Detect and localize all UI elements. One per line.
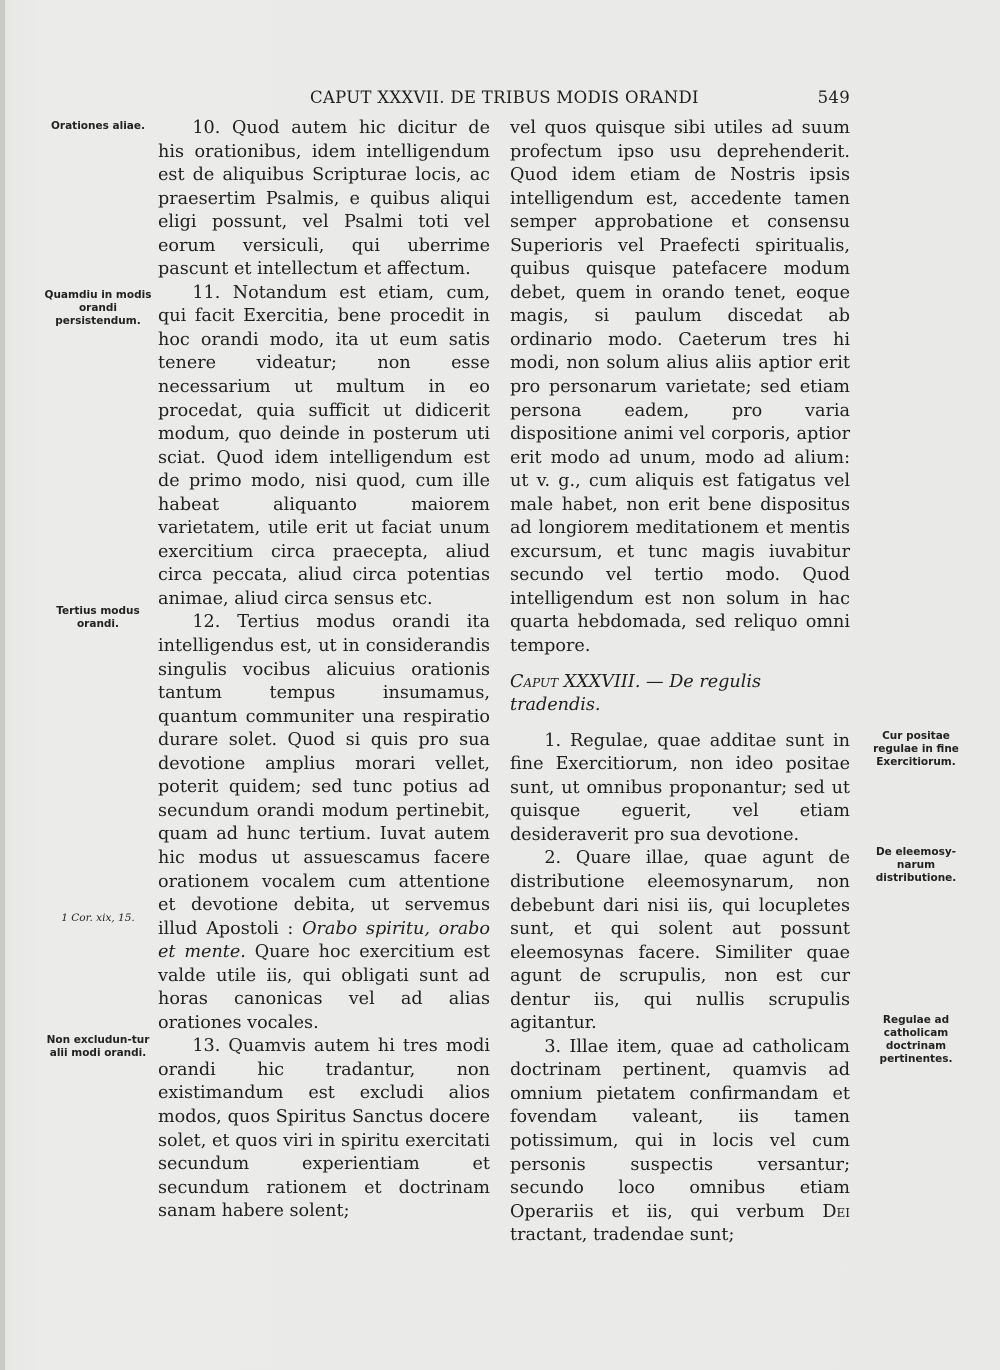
margin-note-non-excludi: Non excludun-tur alii modi orandi.	[46, 1034, 150, 1059]
rule-paragraph-2: 2. Quare illae, quae agunt de distributione eleemosynarum, non debebunt dari nisi iis, qui locupletes sunt, et qui solent aut possunt eleemosynas facere. Similiter quae agunt de scrupulis, non est cur dentur iis, qui nullis scrupulis agitantur.	[510, 848, 850, 1034]
margin-note-eleemosynarum: De eleemosy-narum distributione.	[875, 846, 957, 884]
paragraph-13: 13. Quamvis autem hi tres modi orandi hic tradantur, non existimandum est excludi alios modos, quos Spiritus Sanctus docere solet, et quos viri in spiritu exercitati secundum experientiam et secundum rationem et doctrinam sanam habere solent;	[158, 1036, 490, 1222]
paragraph-12	[158, 611, 490, 1035]
right-text-column	[510, 117, 850, 1248]
margin-note-orationes-aliae: Orationes aliae.	[50, 120, 145, 132]
running-header	[158, 88, 850, 112]
margin-note-catholicam: Regulae ad catholicam doctrinam pertinentes.	[879, 1014, 953, 1065]
left-text-column	[158, 117, 490, 1224]
paragraph-11: 11. Notandum est etiam, cum, qui facit Exercitia, bene procedit in hoc orandi modo, ita ut eum satis tenere videatur; non esse necessarium ut multum in eo procedat, quia sufficit ut didicerit modum, quo deinde in posterum uti sciat. Quod idem intelligendum est de primo modo, nisi quod, cum ille habeat aliquanto maiorem varietatem, utile erit ut faciat unum exercitium circa praecepta, aliud circa peccata, aliud circa potentias animae, aliud circa sensus etc.	[158, 282, 490, 609]
dei-word: Dei	[822, 1201, 850, 1222]
rule-paragraph-1: 1. Regulae, quae additae sunt in fine Exercitiorum, non ideo positae sunt, ut omnibus proponantur; sed ut quisque eguerit, vel etiam desideraverit pro sua devotione.	[510, 730, 850, 845]
margin-note-cur-positae: Cur positae regulae in fine Exercitiorum.	[873, 730, 959, 768]
paragraph-10: 10. Quod autem hic dicitur de his orationibus, idem intelligendum est de aliquibus Scripturae locis, ac praesertim Psalmis, e quibus aliqui eligi possunt, vel Psalmi toti vel eorum versiculi, qui uberrime pascunt et intellectum et affectum.	[158, 118, 490, 280]
heading-rest: XXXVIII. — De regulis tradendis.	[510, 671, 762, 716]
rule-paragraph-3	[510, 1036, 850, 1248]
page-number: 549	[817, 88, 850, 107]
cor-reference-text: 1 Cor. xix, 15.	[61, 912, 135, 924]
margin-note-tertius-modus: Tertius modus orandi.	[56, 605, 140, 630]
chapter-title: CAPUT XXXVII. DE TRIBUS MODIS ORANDI	[310, 88, 699, 107]
chapter-xxxviii-heading	[510, 671, 850, 718]
rule-paragraph-3-part-a: 3. Illae item, quae ad catholicam doctrinam pertinent, quamvis ad omnium pietatem confirmandam et fovendam valeant, iis tamen potissimum, qui in locis vel cum personis suspectis versantur; secundo loco omnibus etiam Operariis et iis, qui verbum	[510, 1036, 850, 1222]
rule-paragraph-3-part-b: tractant, tradendae sunt;	[510, 1225, 735, 1246]
paragraph-12-part-b: Quare hoc exercitium est valde utile iis, qui obligati sunt ad horas canonicas vel ad alias orationes vocales.	[158, 942, 491, 1033]
apostle-quote: Orabo spiritu, orabo et mente.	[158, 918, 490, 963]
continuation-paragraph: vel quos quisque sibi utiles ad suum profectum ipso usu deprehenderit. Quod idem etiam de Nostris ipsis intelligendum est, accedente tamen semper approbatione et consensu Superioris vel Praefecti spiritualis, quibus quisque patefacere modum debet, quem in orando tenet, eoque magis, si paulum discedat ab ordinario modo. Caeterum tres hi modi, non solum alius aliis aptior erit pro personarum varietate; sed etiam persona eadem, pro varia dispositione animi vel corporis, aptior erit modo ad unum, modo ad alium: ut v. g., cum aliquis est fatigatus vel male habet, non erit bene dispositus ad longiorem meditationem et mentis excursum, et tunc magis iuvabitur secundo vel tertio modo. Quod intelligendum est non solum in hac quarta hebdomada, sed reliquo omni tempore.	[510, 118, 850, 657]
paragraph-12-part-a: 12. Tertius modus orandi ita intelligendus est, ut in considerandis singulis vocibus alicuius orationis tantum tempus insumamus, quantum communiter una respiratio durare solet. Quod si quis pro sua devotione amplius morari vellet, poterit quidem; sed tunc potius ad secundum orandi modum pertinebit, quam ad hunc tertium. Iuvat autem hic modus ut assuescamus facere orationem vocalem cum attentione et devotione debita, ut servemus illud Apostoli :	[158, 612, 490, 939]
margin-note-cor-reference	[44, 912, 152, 925]
page-edge	[0, 0, 5, 1370]
margin-note-quamdiu: Quamdiu in modis orandi persistendum.	[44, 289, 152, 327]
caput-word: Caput	[510, 671, 559, 692]
